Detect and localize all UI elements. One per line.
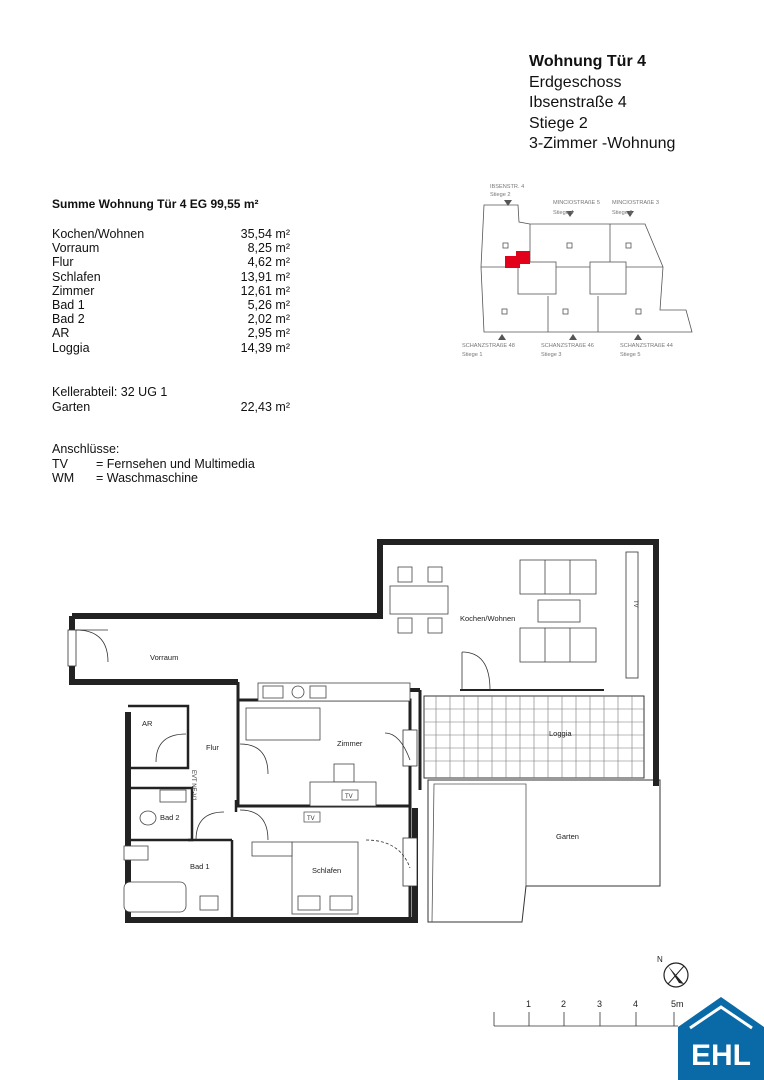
connections-title: Anschlüsse: — [52, 442, 120, 456]
window — [403, 730, 417, 766]
room-row — [52, 284, 290, 298]
legend-key: TV — [52, 456, 68, 471]
room-area: 8,25 m² — [247, 241, 290, 256]
site-label: IBSENSTR. 4 — [490, 184, 525, 190]
garden-area — [428, 780, 660, 922]
garden-area: 22,43 m² — [240, 399, 290, 414]
legend-desc: = Fernsehen und Multimedia — [96, 456, 255, 471]
legend-row — [52, 457, 255, 472]
site-label: Stiege 2 — [490, 192, 511, 198]
site-label: Stiege 6 — [612, 210, 633, 216]
room-row — [52, 255, 290, 269]
window — [68, 630, 76, 666]
room-label: Schlafen — [312, 866, 342, 875]
room-area: 13,91 m² — [240, 269, 290, 284]
legend-key: WM — [52, 471, 75, 485]
interior-wall — [128, 706, 188, 768]
room-row — [52, 270, 290, 284]
staircase-label: Stiege 2 — [529, 114, 588, 132]
room-name: Flur — [52, 255, 74, 270]
room-row — [52, 326, 290, 340]
apartment-title: Wohnung Tür 4 — [529, 53, 647, 70]
scale-tick: 4 — [633, 999, 639, 1009]
evt-label: EVT NE-V1 — [190, 770, 196, 801]
room-row — [52, 298, 290, 312]
garden-row — [52, 400, 290, 415]
room-label: Flur — [206, 743, 219, 752]
cellar-label: Kellerabteil: 32 UG 1 — [52, 385, 168, 399]
room-label: AR — [142, 719, 153, 728]
sofa — [520, 560, 596, 662]
storage-info — [52, 385, 290, 414]
stair-marker — [502, 309, 507, 314]
room-name: Bad 2 — [52, 312, 85, 327]
title-block — [529, 52, 675, 155]
room-area: 2,02 m² — [247, 312, 290, 327]
north-label: N — [657, 955, 663, 964]
room-label: Garten — [556, 832, 579, 841]
stair-marker — [503, 243, 508, 248]
ehl-logo — [678, 995, 764, 1080]
site-label: Stiege 3 — [541, 352, 562, 358]
room-row — [52, 341, 290, 355]
scale-tick: 1 — [526, 999, 532, 1009]
room-name: Kochen/Wohnen — [52, 227, 145, 241]
site-label: Stiege 1 — [462, 352, 483, 358]
scale-bar — [488, 994, 684, 1030]
site-plan-core — [590, 262, 626, 294]
room-row — [52, 241, 290, 255]
kitchen-counter — [258, 683, 410, 701]
room-name: Zimmer — [52, 283, 95, 298]
stair-marker — [626, 243, 631, 248]
window — [626, 552, 638, 678]
living-door-swing — [462, 652, 490, 690]
room-name: Loggia — [52, 340, 90, 355]
stair-marker — [636, 309, 641, 314]
zimmer-door-swing — [240, 744, 268, 774]
room-area: 2,95 m² — [247, 326, 290, 341]
apartment-type-label: 3-Zimmer -Wohnung — [529, 135, 676, 152]
room-name: Bad 1 — [52, 298, 85, 313]
dining-set — [390, 567, 448, 633]
entrance-arrow-icon — [569, 334, 577, 340]
room-area: 14,39 m² — [240, 340, 290, 355]
bathroom-fixtures — [124, 790, 218, 912]
summary-heading — [52, 197, 258, 211]
room-label: Kochen/Wohnen — [460, 614, 516, 623]
scale-tick: 3 — [597, 999, 603, 1009]
room-label: Zimmer — [337, 739, 363, 748]
room-label: Bad 2 — [160, 813, 180, 822]
room-label: Loggia — [549, 729, 572, 738]
tv-label: TV — [307, 816, 315, 822]
room-row — [52, 312, 290, 326]
room-area: 4,62 m² — [247, 255, 290, 270]
site-plan — [455, 178, 700, 363]
address-label: Ibsenstraße 4 — [529, 94, 627, 111]
scale-tick: 2 — [561, 999, 567, 1009]
site-label: Stiege 5 — [620, 352, 641, 358]
room-name: AR — [52, 326, 70, 341]
window — [403, 838, 417, 886]
entrance-arrow-icon — [634, 334, 642, 340]
ar-door-swing — [156, 734, 186, 762]
tv-label: TV — [345, 794, 353, 800]
room-name: Vorraum — [52, 241, 100, 256]
room-label: Bad 1 — [190, 862, 210, 871]
site-plan-core — [518, 262, 556, 294]
site-plan-outline — [481, 205, 692, 332]
floor-plan — [0, 530, 764, 930]
bad1-door-swing — [196, 812, 224, 840]
scale-tick: 5m — [671, 999, 684, 1009]
loggia-floor — [424, 696, 644, 778]
legend-row — [52, 471, 255, 486]
room-area-list — [52, 227, 290, 355]
stair-marker — [567, 243, 572, 248]
room-name: Schlafen — [52, 269, 101, 284]
entrance-arrow-icon — [498, 334, 506, 340]
site-label: SCHANZSTRAßE 46 — [541, 343, 594, 349]
north-arrow — [650, 950, 694, 994]
site-label: MINCIOSTRAßE 3 — [612, 200, 659, 206]
schlafen-door-swing — [240, 810, 268, 840]
bed — [252, 842, 358, 914]
logo-text: EHL — [691, 1039, 751, 1072]
summary-title: Summe Wohnung Tür 4 EG 99,55 m² — [52, 197, 259, 211]
legend-desc: = Waschmaschine — [96, 471, 199, 485]
exterior-wall — [72, 616, 238, 682]
room-area: 35,54 m² — [240, 227, 290, 241]
site-label: SCHANZSTRAßE 48 — [462, 343, 515, 349]
site-label: MINCIOSTRAßE 5 — [553, 200, 600, 206]
room-area: 5,26 m² — [247, 298, 290, 313]
garden-label: Garten — [52, 399, 91, 414]
room-label: Vorraum — [150, 653, 179, 662]
site-label: Stiege 4 — [553, 210, 574, 216]
stair-marker — [563, 309, 568, 314]
room-row — [52, 227, 290, 241]
tv-label: TV — [632, 600, 638, 608]
floor-label: Erdgeschoss — [529, 73, 622, 91]
room-area: 12,61 m² — [240, 283, 290, 298]
connections-legend — [52, 442, 255, 486]
entrance-door-swing — [76, 630, 108, 662]
site-label: SCHANZSTRAßE 44 — [620, 343, 673, 349]
